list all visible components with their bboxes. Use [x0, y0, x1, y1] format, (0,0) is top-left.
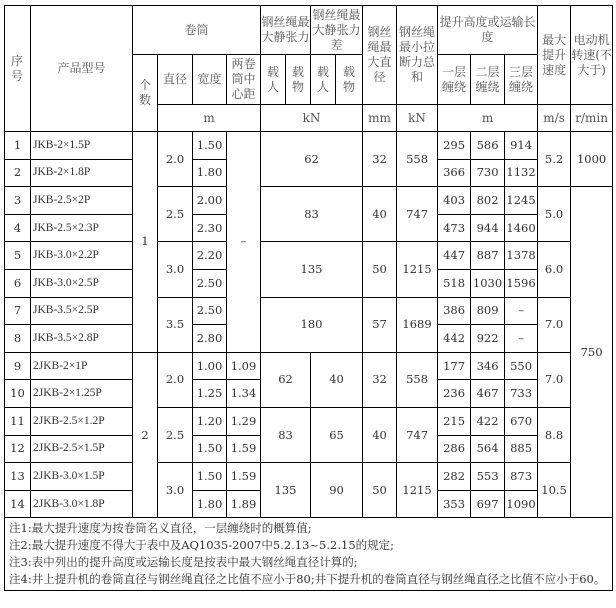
drum-width-cell: 1.80	[193, 490, 227, 518]
layer1-cell: 403	[438, 187, 471, 215]
drum-width-cell: 1.20	[193, 407, 227, 435]
drum-width-cell: 2.80	[193, 325, 227, 353]
seq-cell: 11	[5, 407, 31, 435]
drum-width-cell: 2.20	[193, 242, 227, 270]
drum-width-cell: 1.00	[193, 352, 227, 380]
hoist-spec-table	[4, 5, 613, 591]
rope-diameter-cell: 50	[363, 463, 397, 518]
drum-count-cell: 2	[133, 352, 158, 518]
layer2-cell: 887	[471, 242, 505, 270]
breaking-cell: 1689	[397, 297, 438, 352]
unit-lift-height: m	[438, 105, 538, 132]
drum-center-cell: 1.59	[227, 463, 261, 491]
tension-cell: 135	[261, 463, 311, 518]
seq-cell: 3	[5, 187, 31, 215]
seq-cell: 8	[5, 325, 31, 353]
layer1-cell: 215	[438, 407, 471, 435]
header-seq: 序号	[5, 6, 31, 132]
note-1: 注1:最大提升速度为按卷筒名义直径，一层缠绕时的概算值;	[9, 521, 312, 536]
breaking-cell: 1215	[397, 242, 438, 297]
layer1-cell: 236	[438, 380, 471, 408]
seq-cell: 7	[5, 297, 31, 325]
layer1-cell: 447	[438, 242, 471, 270]
layer1-cell: 442	[438, 325, 471, 353]
layer3-cell: –	[505, 297, 538, 325]
header-rope-max-diameter: 钢丝绳最大直径	[363, 6, 397, 105]
max-speed-cell: 5.2	[538, 132, 571, 187]
unit-breaking: kN	[397, 105, 438, 132]
layer1-cell: 518	[438, 269, 471, 297]
layer2-cell: 422	[471, 407, 505, 435]
rope-diameter-cell: 32	[363, 132, 397, 187]
motor-speed-cell: 1000	[571, 132, 613, 187]
layer3-cell: 885	[505, 435, 538, 463]
drum-diameter-cell: 2.5	[158, 187, 193, 242]
table-row	[5, 187, 613, 215]
header-lift-height: 提升高度或运输长度	[438, 6, 538, 55]
layer2-cell: 553	[471, 463, 505, 491]
layer1-cell: 177	[438, 352, 471, 380]
tension-diff-cell: 65	[311, 407, 363, 462]
breaking-cell: 747	[397, 187, 438, 242]
layer2-cell: 586	[471, 132, 505, 160]
layer2-cell: 730	[471, 159, 505, 187]
model-cell: 2JKB-3.0×1.8P	[31, 490, 133, 518]
drum-width-cell: 2.50	[193, 297, 227, 325]
layer1-cell: 295	[438, 132, 471, 160]
header-diff-cargo: 载物	[336, 55, 363, 105]
model-cell: JKB-3.0×2.5P	[31, 269, 133, 297]
drum-center-cell: 1.59	[227, 435, 261, 463]
header-diff-passenger: 载人	[311, 55, 336, 105]
header-drum-center: 两卷筒中心距	[227, 55, 261, 105]
layer1-cell: 282	[438, 463, 471, 491]
tension-cell: 135	[261, 242, 363, 297]
seq-cell: 6	[5, 269, 31, 297]
model-cell: JKB-2×1.8P	[31, 159, 133, 187]
header-drum-width: 宽度	[193, 55, 227, 105]
seq-cell: 14	[5, 490, 31, 518]
max-speed-cell: 8.8	[538, 407, 571, 462]
drum-width-cell: 2.30	[193, 214, 227, 242]
header-drum-count: 个数	[133, 55, 158, 132]
table-row	[5, 242, 613, 270]
max-speed-cell: 5.0	[538, 187, 571, 242]
header-max-static-tension: 钢丝绳最大静张力	[261, 6, 311, 55]
table-row	[5, 463, 613, 491]
table-row	[5, 352, 613, 380]
drum-diameter-cell: 2.0	[158, 352, 193, 407]
layer2-cell: 809	[471, 297, 505, 325]
layer3-cell: 670	[505, 407, 538, 435]
layer3-cell: –	[505, 325, 538, 353]
hoist-spec-table-wrapper	[4, 5, 613, 591]
rope-diameter-cell: 40	[363, 187, 397, 242]
model-cell: JKB-2.5×2.3P	[31, 214, 133, 242]
tension-cell: 62	[261, 132, 363, 187]
layer2-cell: 922	[471, 325, 505, 353]
model-cell: JKB-3.5×2.5P	[31, 297, 133, 325]
seq-cell: 4	[5, 214, 31, 242]
motor-speed-cell: 750	[571, 187, 613, 518]
header-tension-cargo: 载物	[286, 55, 311, 105]
layer3-cell: 550	[505, 352, 538, 380]
header-tension-passenger: 载人	[261, 55, 286, 105]
layer3-cell: 1378	[505, 242, 538, 270]
seq-cell: 10	[5, 380, 31, 408]
model-cell: 2JKB-2.5×1.5P	[31, 435, 133, 463]
note-4: 注4:井上提升机的卷筒直径与钢丝绳直径之比值不应小于80;井下提升机的卷筒直径与钢丝绳直径之比值不应小于60。	[9, 572, 606, 587]
layer2-cell: 697	[471, 490, 505, 518]
table-row	[5, 407, 613, 435]
drum-width-cell: 1.50	[193, 132, 227, 160]
seq-cell: 9	[5, 352, 31, 380]
model-cell: 2JKB-3.0×1.5P	[31, 463, 133, 491]
seq-cell: 2	[5, 159, 31, 187]
max-speed-cell: 6.0	[538, 242, 571, 297]
layer1-cell: 366	[438, 159, 471, 187]
model-cell: 2JKB-2.5×1.2P	[31, 407, 133, 435]
drum-width-cell: 2.00	[193, 187, 227, 215]
note-2: 注2:最大提升速度不得大于表中及AQ1035-2007中5.2.13~5.2.15的规定;	[9, 538, 395, 553]
header-layer2: 二层缠绕	[471, 55, 505, 105]
breaking-cell: 747	[397, 407, 438, 462]
model-cell: JKB-3.5×2.8P	[31, 325, 133, 353]
max-speed-cell: 10.5	[538, 463, 571, 518]
layer3-cell: 733	[505, 380, 538, 408]
seq-cell: 5	[5, 242, 31, 270]
header-model: 产品型号	[31, 6, 133, 132]
header-drum-diameter: 直径	[158, 55, 193, 105]
unit-drum: m	[158, 105, 261, 132]
unit-rope-diameter: mm	[363, 105, 397, 132]
layer3-cell: 1245	[505, 187, 538, 215]
header-layer3: 三层缠绕	[505, 55, 538, 105]
layer1-cell: 386	[438, 297, 471, 325]
header-max-speed: 最大提升速度	[538, 6, 571, 105]
drum-width-cell: 1.50	[193, 463, 227, 491]
unit-speed: m/s	[538, 105, 571, 132]
drum-count-cell: 1	[133, 132, 158, 353]
tension-cell: 180	[261, 297, 363, 352]
drum-diameter-cell: 3.0	[158, 463, 193, 518]
seq-cell: 1	[5, 132, 31, 160]
layer3-cell: 873	[505, 463, 538, 491]
unit-motor: r/min	[571, 105, 613, 132]
drum-diameter-cell: 2.5	[158, 407, 193, 462]
layer3-cell: 1460	[505, 214, 538, 242]
max-speed-cell: 7.0	[538, 352, 571, 407]
drum-width-cell: 1.50	[193, 435, 227, 463]
layer1-cell: 353	[438, 490, 471, 518]
table-row	[5, 297, 613, 325]
note-3: 注3:表中列出的提升高度或运输长度是按表中最大钢丝绳直径计算的;	[9, 555, 358, 570]
header-layer1: 一层缠绕	[438, 55, 471, 105]
header-max-static-tension-diff: 钢丝绳最大静张力差	[311, 6, 363, 55]
layer2-cell: 802	[471, 187, 505, 215]
drum-width-cell: 1.25	[193, 380, 227, 408]
layer2-cell: 1030	[471, 269, 505, 297]
rope-diameter-cell: 57	[363, 297, 397, 352]
layer2-cell: 346	[471, 352, 505, 380]
drum-diameter-cell: 2.0	[158, 132, 193, 187]
breaking-cell: 558	[397, 132, 438, 187]
model-cell: 2JKB-2×1.25P	[31, 380, 133, 408]
model-cell: 2JKB-2×1P	[31, 352, 133, 380]
layer2-cell: 467	[471, 380, 505, 408]
drum-center-cell: 1.34	[227, 380, 261, 408]
layer3-cell: 1132	[505, 159, 538, 187]
rope-diameter-cell: 50	[363, 242, 397, 297]
table-row	[5, 132, 613, 160]
tension-diff-cell: 90	[311, 463, 363, 518]
tension-cell: 83	[261, 407, 311, 462]
seq-cell: 12	[5, 435, 31, 463]
layer2-cell: 564	[471, 435, 505, 463]
rope-diameter-cell: 40	[363, 407, 397, 462]
layer3-cell: 914	[505, 132, 538, 160]
unit-tension: kN	[261, 105, 363, 132]
notes-cell	[5, 518, 613, 591]
breaking-cell: 1215	[397, 463, 438, 518]
tension-diff-cell: 40	[311, 352, 363, 407]
header-drum: 卷筒	[133, 6, 261, 55]
layer3-cell: 1090	[505, 490, 538, 518]
max-speed-cell: 7.0	[538, 297, 571, 352]
layer3-cell: 1596	[505, 269, 538, 297]
drum-diameter-cell: 3.5	[158, 297, 193, 352]
tension-cell: 83	[261, 187, 363, 242]
drum-center-cell: 1.89	[227, 490, 261, 518]
header-rope-min-breaking: 钢丝绳最小拉断力总和	[397, 6, 438, 105]
drum-width-cell: 1.80	[193, 159, 227, 187]
header-motor-speed: 电动机转速(不大于)	[571, 6, 613, 105]
layer1-cell: 473	[438, 214, 471, 242]
rope-diameter-cell: 32	[363, 352, 397, 407]
model-cell: JKB-3.0×2.2P	[31, 242, 133, 270]
breaking-cell: 558	[397, 352, 438, 407]
drum-center-cell: 1.29	[227, 407, 261, 435]
layer1-cell: 286	[438, 435, 471, 463]
tension-cell: 62	[261, 352, 311, 407]
model-cell: JKB-2×1.5P	[31, 132, 133, 160]
layer2-cell: 944	[471, 214, 505, 242]
drum-center-cell: 1.09	[227, 352, 261, 380]
drum-diameter-cell: 3.0	[158, 242, 193, 297]
drum-center-cell: –	[227, 132, 261, 353]
model-cell: JKB-2.5×2P	[31, 187, 133, 215]
drum-width-cell: 2.50	[193, 269, 227, 297]
seq-cell: 13	[5, 463, 31, 491]
